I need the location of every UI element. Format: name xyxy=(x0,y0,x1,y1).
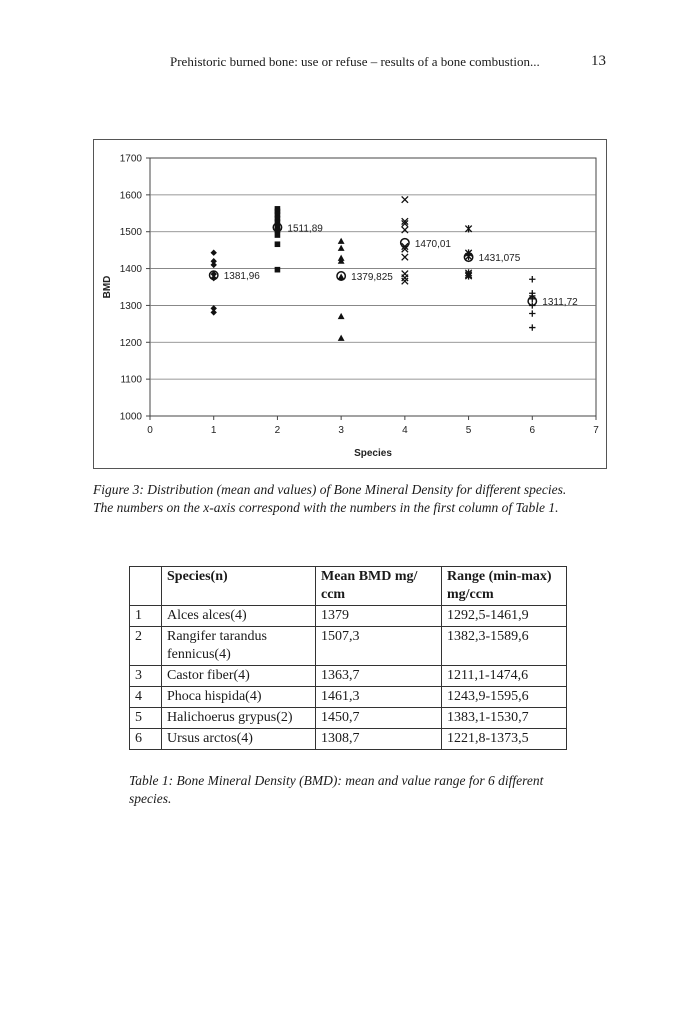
x-axis-title: Species xyxy=(354,448,392,459)
table-cell: 1461,3 xyxy=(316,687,442,708)
table-cell: 1292,5-1461,9 xyxy=(442,606,567,627)
y-tick-label: 1400 xyxy=(119,264,142,276)
table-cell: 1363,7 xyxy=(316,666,442,687)
x-tick-label: 5 xyxy=(465,425,472,436)
table-cell: 1382,3-1589,6 xyxy=(442,627,567,666)
running-title: Prehistoric burned bone: use or refuse – results of a bone combustion... xyxy=(170,54,540,69)
y-tick-label: 1500 xyxy=(119,227,142,239)
table-cell: 1383,1-1530,7 xyxy=(442,708,567,729)
y-tick-label: 1100 xyxy=(120,374,142,386)
x-tick-label: 6 xyxy=(529,425,536,436)
table-row xyxy=(130,666,567,687)
x-tick-label: 2 xyxy=(274,425,281,436)
table-cell: 6 xyxy=(130,729,162,750)
y-tick-label: 1700 xyxy=(119,153,142,165)
y-tick-label: 1200 xyxy=(119,337,142,349)
table-header-cell: Mean BMD mg/ ccm xyxy=(316,567,442,606)
table-cell: Halichoerus grypus(2) xyxy=(162,708,316,729)
table-row xyxy=(130,627,567,666)
x-tick-label: 7 xyxy=(593,425,599,436)
y-tick-label: 1600 xyxy=(119,190,142,202)
y-axis-title: BMD xyxy=(102,275,113,299)
table-cell: 1450,7 xyxy=(316,708,442,729)
bmd-table xyxy=(129,566,567,750)
x-tick-label: 0 xyxy=(147,425,153,436)
table-cell: 1221,8-1373,5 xyxy=(442,729,567,750)
table-cell: Rangifer tarandus fennicus(4) xyxy=(162,627,316,666)
x-tick-label: 3 xyxy=(338,425,344,436)
bmd-scatter-chart xyxy=(94,140,606,468)
table-cell: 1 xyxy=(130,606,162,627)
table-cell: 1507,3 xyxy=(316,627,442,666)
square-point xyxy=(275,232,281,238)
table-cell: Alces alces(4) xyxy=(162,606,316,627)
table-header-cell: Species(n) xyxy=(162,567,316,606)
table-row xyxy=(130,708,567,729)
table-cell: Phoca hispida(4) xyxy=(162,687,316,708)
table-cell: 1308,7 xyxy=(316,729,442,750)
chart-frame xyxy=(93,139,607,469)
square-point xyxy=(275,267,281,273)
page-number: 13 xyxy=(591,53,606,69)
mean-data-label: 1381,96 xyxy=(223,271,260,283)
figure-caption-line-2: The numbers on the x-axis correspond with the numbers in the first column of Table 1. xyxy=(93,500,559,515)
table-cell: 2 xyxy=(130,627,162,666)
table-caption xyxy=(129,772,579,808)
mean-data-label: 1511,89 xyxy=(287,223,323,235)
table-row xyxy=(130,606,567,627)
table-cell: Ursus arctos(4) xyxy=(162,729,316,750)
x-tick-label: 1 xyxy=(210,425,217,436)
table-header-cell xyxy=(130,567,162,606)
table-row xyxy=(130,687,567,708)
table-header-cell: Range (min-max) mg/ccm xyxy=(442,567,567,606)
table-cell: 3 xyxy=(130,666,162,687)
table-cell: 4 xyxy=(130,687,162,708)
mean-data-label: 1311,72 xyxy=(542,297,578,309)
table-cell: 1211,1-1474,6 xyxy=(442,666,567,687)
mean-data-label: 1431,075 xyxy=(478,253,521,265)
table-cell: 1243,9-1595,6 xyxy=(442,687,567,708)
mean-data-label: 1379,825 xyxy=(351,272,393,284)
figure-caption xyxy=(93,481,613,517)
y-tick-label: 1000 xyxy=(119,411,142,423)
figure-caption-line-1: Figure 3: Distribution (mean and values) of Bone Mineral Density for different species. xyxy=(93,482,567,497)
table-row xyxy=(130,729,567,750)
table-caption-line-2: species. xyxy=(129,791,172,806)
table-caption-line-1: Table 1: Bone Mineral Density (BMD): mean and value range for 6 different xyxy=(129,773,544,788)
table-header-row xyxy=(130,567,567,606)
y-tick-label: 1300 xyxy=(119,300,142,312)
table-cell: 5 xyxy=(130,708,162,729)
table-cell: Castor fiber(4) xyxy=(162,666,316,687)
mean-data-label: 1470,01 xyxy=(414,238,452,250)
x-tick-label: 4 xyxy=(402,425,408,436)
plot-area xyxy=(150,158,596,416)
square-point xyxy=(275,241,281,247)
table-cell: 1379 xyxy=(316,606,442,627)
